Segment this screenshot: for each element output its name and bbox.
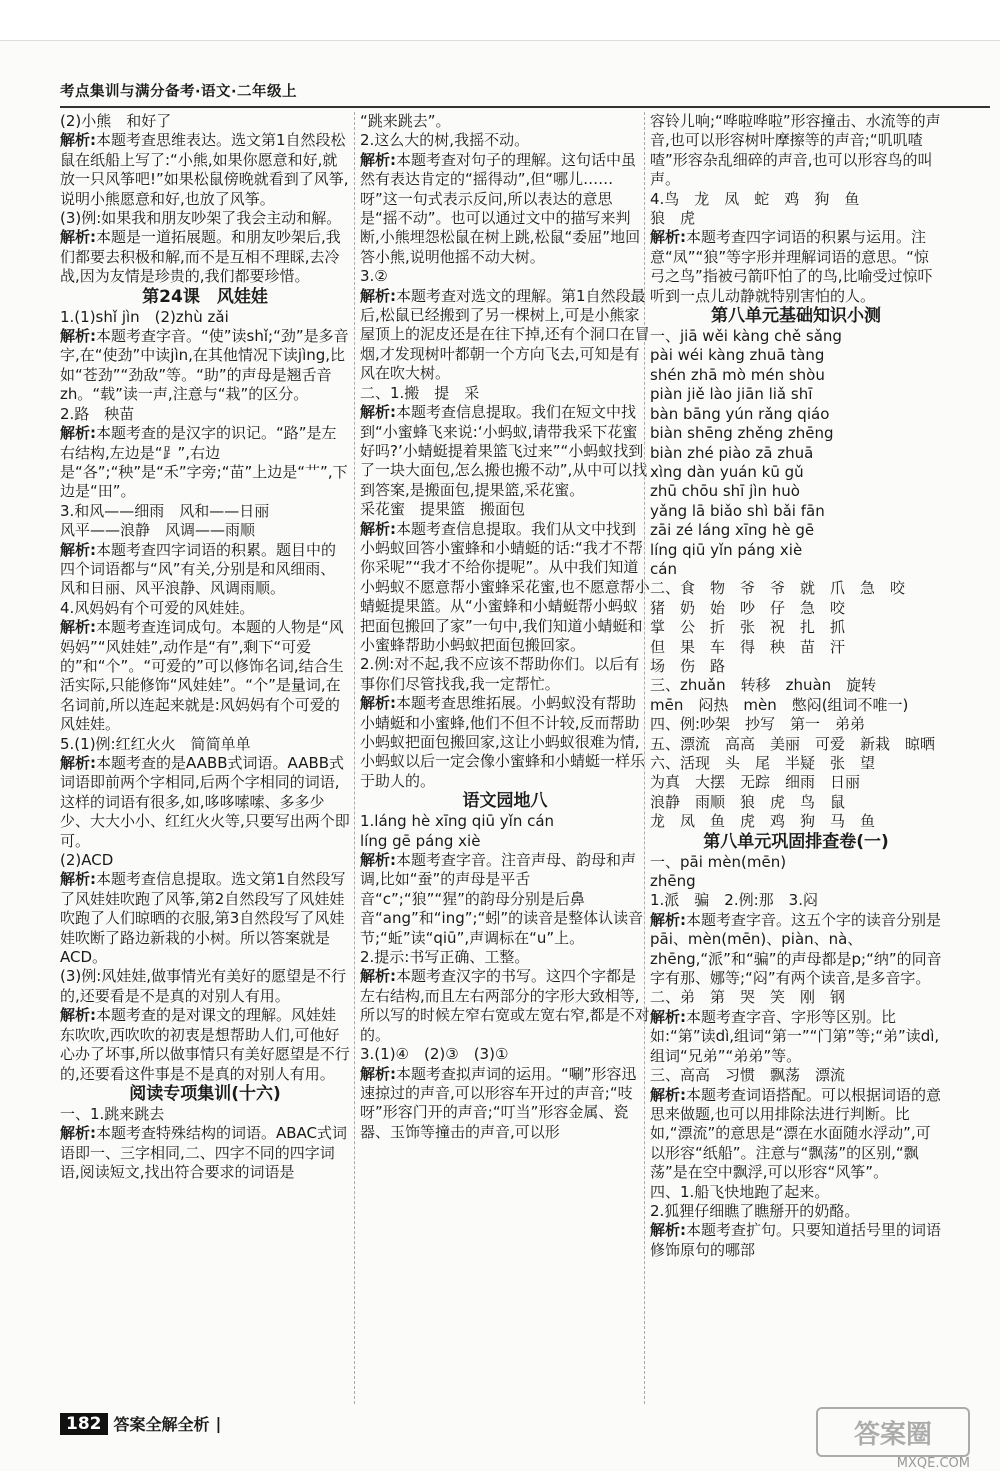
analysis-paragraph: 解析:本题考查信息提取。我们从文中找到小蚂蚁回答小蜜蜂和小蜻蜓的话:“我才不帮你采呢”“我才不给你提呢”。从中我们知道小蚂蚁不愿意帮小蜜蜂采花蜜,也不愿意帮小蜻蜓提果篮。从“小蜜蜂和小蜻蜓帮小蚂蚁把面包搬回了家”一句中,我们知道小蜻蜓和小蜜蜂帮助小蚂蚁把面包搬回家。 <box>360 519 650 654</box>
answer-line: 1.(1)shǐ jìn (2)zhù zǎi <box>60 307 229 326</box>
answer-line: 5.(1)例:红红火火 简简单单 <box>60 734 251 753</box>
answer-line: 1.láng hè xīng qiū yǐn cán <box>360 812 555 831</box>
analysis-paragraph: 解析:本题考查特殊结构的词语。ABAC式词语即一、三字相同,二、四字不同的四字词语,阅读短文,找出符合要求的词语是 <box>60 1124 348 1182</box>
analysis-paragraph: 解析:本题考查四字词语的积累。题目中的四个词语都与“风”有关,分别是和风细雨、风和日丽、风平浪静、风调雨顺。 <box>60 540 337 598</box>
analysis-label: 解析: <box>60 618 96 637</box>
answer-line: 二、食 物 爷 爷 就 爪 急 咬 <box>650 579 906 598</box>
answer-line: 2.例:对不起,我不应该不帮助你们。以后有事你们尽管找我,我一定帮忙。 <box>360 655 640 693</box>
answer-line: 2.路 秧苗 <box>60 404 135 423</box>
answer-line: xìng dàn yuán kū gǔ <box>650 462 804 481</box>
analysis-label: 解析: <box>360 967 396 986</box>
answer-line: 一、pāi mèn(mēn) <box>650 852 787 871</box>
analysis-paragraph: 解析:本题考查字音。注音声母、韵母和声调,比如“蚕”的声母是平舌音“c”;“狼”“猩”的韵母分别是后鼻音“ang”和“ing”;“蚓”的读音是整体认读音节;“蚯”读“qiū”,声调标在“u”上。 <box>360 851 644 947</box>
scan-top-edge <box>0 0 1000 41</box>
answer-line: 2.提示:书写正确、工整。 <box>360 948 530 967</box>
analysis-paragraph: 解析:本题考查的是对课文的理解。风娃娃东吹吹,西吹吹的初衷是想帮助人们,可他好心办了坏事,所以做事情只有美好愿望是不行的,还要看这件事是不是真的对别人有用。 <box>60 1006 350 1083</box>
answer-line: 3.和风——细雨 风和——日丽 <box>60 501 270 520</box>
answer-line: zhēng <box>650 872 696 891</box>
analysis-label: 解析: <box>360 851 396 870</box>
analysis-label: 解析: <box>360 286 396 305</box>
analysis-label: 解析: <box>60 327 96 346</box>
analysis-paragraph: 解析:本题考查思维表达。选文第1自然段松鼠在纸船上写了:“小熊,如果你愿意和好,就放一只风筝吧!”如果松鼠傍晚就看到了风筝,说明小熊愿意和好,也放了风筝。 <box>60 131 349 208</box>
section-heading: 第24课 风娃娃 <box>142 286 268 307</box>
section-heading: 阅读专项集训(十六) <box>129 1083 281 1104</box>
answer-line: 为真 大摆 无踪 细雨 日丽 <box>650 773 861 792</box>
answer-line: 采花蜜 提果篮 搬面包 <box>360 500 526 519</box>
answer-line: biàn shēng zhěng zhēng <box>650 424 834 443</box>
analysis-paragraph: 解析:本题考查连词成句。本题的人物是“风妈妈”“风娃娃”,动作是“有”,剩下“可爱的”和“个”。“可爱的”可以修饰名词,结合生活实际,只能修饰“风娃娃”。“个”是量词,在名词前,所以连起来就是:风妈妈有个可爱的风娃娃。 <box>60 618 344 734</box>
analysis-paragraph: 解析:本题考查字音。这五个字的读音分别是pāi、mèn(mēn)、piàn、nà、zhēng,“派”和“骗”的声母都是p;“纳”的同音字有那、娜等;“闷”有两个读音,是多音字。 <box>650 910 942 988</box>
column-1 <box>60 112 350 1183</box>
answer-line: 一、1.跳来跳去 <box>60 1104 165 1123</box>
answer-line: 容铃儿响;“哗啦哗啦”形容撞击、水流等的声音,也可以形容树叶摩擦等的声音;“叽叽喳喳”形容杂乱细碎的声音,也可以形容鸟的叫声。 <box>650 112 941 189</box>
answer-line: 1.派 骗 2.例:那 3.闷 <box>650 891 818 910</box>
analysis-label: 解析: <box>60 131 96 150</box>
footer <box>60 1412 221 1435</box>
answer-line: 但 果 车 得 秧 苗 汗 <box>650 637 846 656</box>
analysis-label: 解析: <box>360 694 396 713</box>
analysis-paragraph: 解析:本题考查的是汉字的识记。“路”是左右结构,左边是“⻊”,右边是“各”;“秧”是“禾”字旁;“苗”上边是“艹”,下边是“田”。 <box>60 424 348 501</box>
analysis-label: 解析: <box>360 150 396 169</box>
answer-line: cán <box>650 559 677 578</box>
answer-line: 三、高高 习惯 飘荡 漂流 <box>650 1066 846 1085</box>
watermark-site: MXQE.COM <box>896 1456 970 1471</box>
answer-line: 二、弟 第 哭 笑 刚 钢 <box>650 988 846 1007</box>
page-number: 182 <box>60 1413 108 1435</box>
answer-line: bàn bāng yún rǎng qiáo <box>650 404 830 423</box>
answer-line: 3.(1)④ (2)③ (3)① <box>360 1045 509 1064</box>
answer-line: (2)ACD <box>60 851 114 870</box>
answer-line: 狼 虎 <box>650 209 696 228</box>
analysis-label: 解析: <box>60 424 96 443</box>
analysis-label: 解析: <box>650 910 686 929</box>
answer-line: líng gē páng xiè <box>360 831 481 850</box>
analysis-paragraph: 解析:本题考查思维拓展。小蚂蚁没有帮助小蜻蜓和小蜜蜂,他们不但不计较,反而帮助小蚂蚁把面包搬回家,这让小蚂蚁很难为情,小蚂蚁以后一定会像小蜜蜂和小蜻蜓一样乐于助人的。 <box>360 694 646 790</box>
analysis-paragraph: 解析:本题考查汉字的书写。这四个字都是左右结构,而且左右两部分的字形大致相等,所以写的时候左窄右宽或左宽右窄,都是不对的。 <box>360 967 650 1044</box>
analysis-label: 解析: <box>650 228 686 247</box>
answer-line: 猪 奶 始 吵 仔 急 咬 <box>650 598 846 617</box>
answer-line: pài wéi kàng zhuā tàng <box>650 346 825 365</box>
analysis-paragraph: 解析:本题考查词语搭配。可以根据词语的意思来做题,也可以用排除法进行判断。比如,“漂流”的意思是“漂在水面随水浮动”,可以形容“纸船”。注意与“飘荡”的区别,“飘荡”是在空中飘浮,可以形容“风筝”。 <box>650 1085 942 1182</box>
analysis-paragraph: 解析:本题考查对选文的理解。第1自然段最后,松鼠已经搬到了另一棵树上,可是小熊家屋顶上的泥皮还是在往下掉,还有个洞口在冒烟,才发现树叶都朝一个方向飞去,可知是有风在吹大树。 <box>360 286 650 383</box>
answer-line: 六、活现 头 尾 半疑 张 望 <box>650 754 876 772</box>
header-rule <box>60 106 990 108</box>
answer-line: 龙 凤 鱼 虎 鸡 狗 马 鱼 <box>650 812 876 831</box>
section-heading: 第八单元巩固排查卷(一) <box>703 831 889 852</box>
answer-line: 一、jiā wěi kàng chě sǎng <box>650 327 842 346</box>
analysis-paragraph: 解析:本题考查信息提取。我们在短文中找到“小蜜蜂飞来说:‘小蚂蚁,请带我采下花蜜好吗?’小蜻蜓提着果篮飞过来”“小蚂蚁找到了一块大面包,怎么搬也搬不动”,从中可以找到答案,是搬面包,提果篮,采花蜜。 <box>360 403 648 499</box>
footer-label: 答案全解全析 <box>113 1415 210 1434</box>
column-3 <box>650 112 942 1260</box>
analysis-paragraph: 解析:本题考查的是AABB式词语。AABB式词语即前两个字相同,后两个字相同的词语,这样的词语有很多,如,哆哆嗦嗦、多多少少、大大小小、红红火火等,只要写出两个即可。 <box>60 754 350 850</box>
analysis-label: 解析: <box>60 540 96 559</box>
analysis-paragraph: 解析:本题考查字音、字形等区别。比如:“第”读dì,组词“第一”“门第”等;“弟”读dì,组词“兄弟”“弟弟”等。 <box>650 1007 940 1065</box>
analysis-paragraph: 解析:本题是一道拓展题。和朋友吵架后,我们都要去积极和解,而不是互相不理睬,去冷战,因为友情是珍贵的,我们都要珍惜。 <box>60 228 341 286</box>
answer-line: 二、1.搬 提 采 <box>360 383 480 402</box>
column-divider <box>354 112 355 1404</box>
analysis-label: 解析: <box>360 1064 396 1083</box>
answer-line: biàn zhé piào zā zhuā <box>650 443 814 462</box>
analysis-paragraph: 解析:本题考查拟声词的运用。“唰”形容迅速掠过的声音,可以形容车开过的声音;“吱呀”形容门开的声音;“叮当”形容金属、瓷器、玉饰等撞击的声音,可以形 <box>360 1064 637 1141</box>
analysis-label: 解析: <box>60 228 96 247</box>
analysis-label: 解析: <box>60 1006 96 1025</box>
analysis-paragraph: 解析:本题考查字音。“使”读shǐ;“劲”是多音字,在“使劲”中读jìn,在其他情况下读jìng,比如“苍劲”“劲敌”等。“助”的声母是翘舌音zh。“载”读一声,注意与“栽”的区分。 <box>60 327 349 404</box>
column-2 <box>360 112 650 1142</box>
answer-line: 浪静 雨顺 狼 虎 鸟 鼠 <box>650 792 846 811</box>
analysis-label: 解析: <box>60 870 96 889</box>
section-heading: 语文园地八 <box>462 791 548 812</box>
analysis-paragraph: 解析:本题考查四字词语的积累与运用。注意“凤”“狼”等字形并理解词语的意思。“惊弓之鸟”指被弓箭吓怕了的鸟,比喻受过惊吓听到一点儿动静就特别害怕的人。 <box>650 228 933 305</box>
analysis-label: 解析: <box>60 754 96 772</box>
answer-line: mēn 闷热 mèn 憋闷(组词不唯一) <box>650 695 909 714</box>
answer-line: 3.② <box>360 267 388 286</box>
answer-line: 场 伤 路 <box>650 656 726 675</box>
answer-line: piàn jiě lào jiān liǎ shī <box>650 385 813 404</box>
analysis-label: 解析: <box>650 1221 686 1240</box>
answer-line: 4.风妈妈有个可爱的风娃娃。 <box>60 598 255 617</box>
analysis-label: 解析: <box>650 1007 686 1026</box>
analysis-paragraph: 解析:本题考查信息提取。选文第1自然段写了风娃娃吹跑了风筝,第2自然段写了风娃娃吹跑了人们晾晒的衣服,第3自然段写了风娃娃吹断了路边新栽的小树。所以答案就是ACD。 <box>60 870 346 967</box>
column-divider <box>644 112 645 1404</box>
analysis-paragraph: 解析:本题考查扩句。只要知道括号里的词语修饰原句的哪部 <box>650 1221 942 1259</box>
answer-line: 2.这么大的树,我摇不动。 <box>360 131 530 150</box>
answer-line: (3)例:风娃娃,做事情光有美好的愿望是不行的,还要看是不是真的对别人有用。 <box>60 967 347 1005</box>
answer-line: zhū chōu shī jìn huò <box>650 482 800 501</box>
answer-line: 2.狐狸仔细瞧了瞧掰开的奶酪。 <box>650 1201 860 1220</box>
running-header: 考点集训与满分备考·语文·二年级上 <box>60 84 298 100</box>
answer-line: 掌 公 折 张 祝 扎 抓 <box>650 618 846 637</box>
answer-line: 三、zhuǎn 转移 zhuàn 旋转 <box>650 676 877 695</box>
footer-bar: | <box>215 1414 222 1433</box>
answer-line: “跳来跳去”。 <box>360 112 451 130</box>
answer-line: (3)例:如果我和朋友吵架了我会主动和解。 <box>60 209 342 228</box>
section-heading: 第八单元基础知识小测 <box>711 306 881 327</box>
answer-line: 四、1.船飞快地跑了起来。 <box>650 1182 830 1201</box>
answer-line: (2)小熊 和好了 <box>60 112 172 130</box>
answer-line: 4.鸟 龙 凤 蛇 鸡 狗 鱼 <box>650 189 860 208</box>
watermark-stamp: 答案圈 <box>816 1407 970 1457</box>
answer-line: shén zhā mò mén shòu <box>650 365 825 384</box>
answer-line: líng qiū yǐn páng xiè <box>650 540 803 559</box>
analysis-label: 解析: <box>360 403 396 422</box>
analysis-label: 解析: <box>360 519 396 538</box>
answer-line: 四、例:吵架 抄写 第一 弟弟 <box>650 715 866 734</box>
answer-line: zāi zé láng xīng hè gē <box>650 521 815 540</box>
analysis-paragraph: 解析:本题考查对句子的理解。这句话中虽然有表达肯定的“摇得动”,但“哪儿……呀”这一句式表示反问,所以表达的意思是“摇不动”。也可以通过文中的描写来判断,小熊埋怨松鼠在树上跳,松鼠“委屈”地回答小熊,说明他摇不动大树。 <box>360 150 641 266</box>
answer-line: 五、漂流 高高 美丽 可爱 新栽 晾晒 <box>650 734 936 753</box>
answer-line: 风平——浪静 风调——雨顺 <box>60 521 256 540</box>
analysis-label: 解析: <box>650 1085 686 1104</box>
answer-line: yǎng lā biǎo shì bǎi fān <box>650 501 825 520</box>
analysis-label: 解析: <box>60 1124 96 1143</box>
